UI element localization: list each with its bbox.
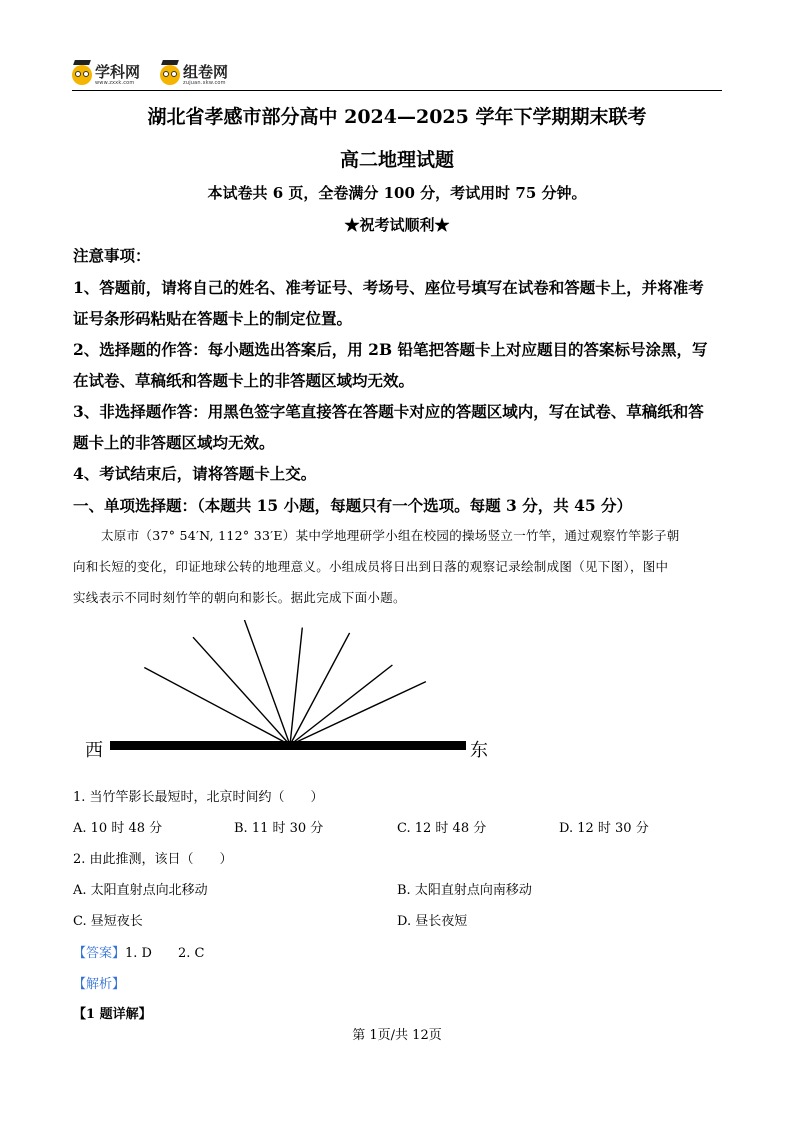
exam-wish: ★祝考试顺利★ xyxy=(344,216,450,234)
logo-sub: zujuan.xkw.com xyxy=(183,79,226,86)
answer-value: 1. D xyxy=(125,946,152,961)
detail-tag: 【1 题详解】 xyxy=(73,1007,152,1022)
notice-line: 题卡上的非答题区域均无效。 xyxy=(73,433,275,452)
option-a: A. 太阳直射点向北移动 xyxy=(73,883,208,898)
owl-face-icon xyxy=(160,65,180,85)
shadow-diagram xyxy=(80,620,500,765)
passage-line: 太原市（37° 54′N, 112° 33′E）某中学地理研学小组在校园的操场竖立一竹竿，通过观察竹竿影子朝 xyxy=(101,528,680,543)
logo-name: 学科网 xyxy=(95,62,141,81)
notice-line: 证号条形码粘贴在答题卡上的制定位置。 xyxy=(73,309,353,328)
option-d: D. 昼长夜短 xyxy=(397,914,468,929)
notice-line: 4、考试结束后，请将答题卡上交。 xyxy=(73,464,317,483)
option-d: D. 12 时 30 分 xyxy=(559,821,649,836)
question-stem: 1. 当竹竿影长最短时，北京时间约（ ） xyxy=(73,790,324,805)
notice-line: 2、选择题的作答：每小题选出答案后，用 2B 铅笔把答题卡上对应题目的答案标号涂黑，写 xyxy=(73,340,708,359)
notice-line: 3、非选择题作答：用黑色签字笔直接答在答题卡对应的答题区域内，写在试卷、草稿纸和答 xyxy=(73,402,704,421)
notice-heading: 注意事项： xyxy=(73,246,151,265)
option-b: B. 11 时 30 分 xyxy=(234,821,324,836)
shadow-line xyxy=(244,620,290,745)
west-label: 西 xyxy=(85,740,103,761)
exam-info: 本试卷共 6 页，全卷满分 100 分，考试用时 75 分钟。 xyxy=(207,184,587,202)
shadow-line xyxy=(290,628,302,745)
notice-line: 1、答题前，请将自己的姓名、准考证号、考场号、座位号填写在试卷和答题卡上，并将准考 xyxy=(73,278,704,297)
passage-line: 实线表示不同时刻竹竿的朝向和影长。据此完成下面小题。 xyxy=(73,590,406,605)
logo-sub: www.zxxk.com xyxy=(95,79,135,86)
shadow-line xyxy=(193,637,290,745)
shadow-line xyxy=(290,633,350,745)
answer-value: 2. C xyxy=(177,946,205,961)
option-c: C. 昼短夜长 xyxy=(73,914,143,929)
question-stem: 2. 由此推测，该日（ ） xyxy=(73,852,233,867)
shadow-line xyxy=(144,668,290,746)
option-b: B. 太阳直射点向南移动 xyxy=(397,883,532,898)
header-rule xyxy=(72,90,722,91)
notice-line: 在试卷、草稿纸和答题卡上的非答题区域均无效。 xyxy=(73,371,415,390)
logo-name: 组卷网 xyxy=(183,62,229,81)
answer-tag: 【答案】 xyxy=(73,946,126,961)
option-c: C. 12 时 48 分 xyxy=(397,821,487,836)
analysis-tag: 【解析】 xyxy=(73,977,126,992)
exam-title: 湖北省孝感市部分高中 2024—2025 学年下学期期末联考 xyxy=(147,106,647,128)
zujuanwang-logo xyxy=(160,62,228,88)
owl-face-icon xyxy=(72,65,92,85)
passage-line: 向和长短的变化，印证地球公转的地理意义。小组成员将日出到日落的观察记录绘制成图（见下图），图中 xyxy=(73,559,669,574)
xuekewang-logo xyxy=(72,62,140,88)
answer-row xyxy=(73,942,204,961)
exam-subtitle: 高二地理试题 xyxy=(339,149,454,171)
section-title: 一、单项选择题：（本题共 15 小题，每题只有一个选项。每题 3 分，共 45 分） xyxy=(73,496,633,515)
page-footer: 第 1页/共 12页 xyxy=(352,1028,442,1043)
option-a: A. 10 时 48 分 xyxy=(73,821,163,836)
east-label: 东 xyxy=(470,740,488,761)
